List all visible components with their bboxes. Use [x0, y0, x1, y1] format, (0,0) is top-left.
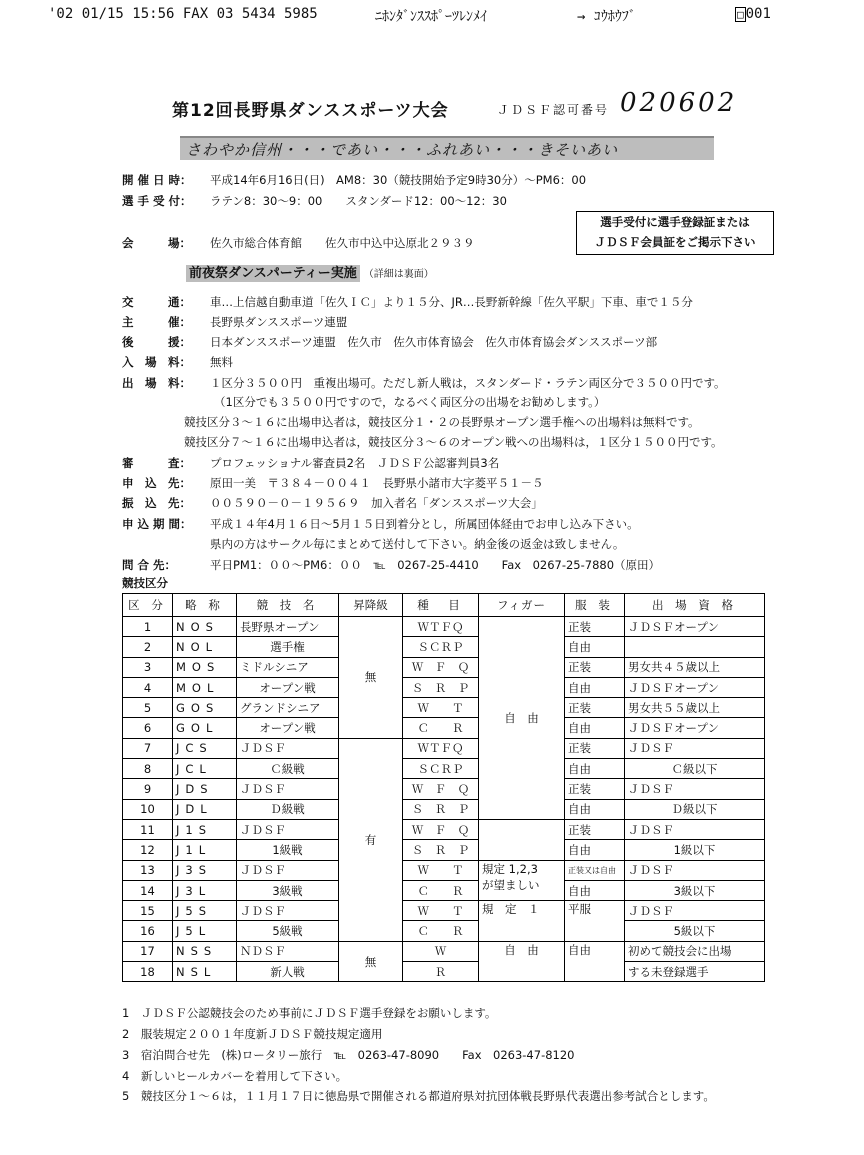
cell-dance: Ｓ Ｒ Ｐ [403, 840, 479, 860]
document-title: 第12回長野県ダンススポーツ大会 [172, 101, 449, 121]
info-label: 開 催 日 時： [122, 173, 192, 187]
cell-number: 16 [123, 921, 173, 941]
header-cell: 競 技 名 [237, 594, 339, 617]
fax-sender: ﾆﾎﾝﾀﾞﾝｽｽﾎﾟｰﾂﾚﾝﾒｲ [375, 9, 487, 25]
cell-dress: 自由 [565, 880, 625, 900]
info-label: 問 合 先： [122, 558, 177, 572]
table-row [123, 941, 765, 961]
cell-dress: 正装 [565, 779, 625, 799]
authorization-number: 020602 [620, 88, 738, 118]
cell-dress: 自由 [565, 759, 625, 779]
cell-event: Ｃ級戦 [237, 759, 339, 779]
info-label: 会 場： [122, 236, 191, 250]
table-row [123, 921, 765, 941]
cell-number: 6 [123, 718, 173, 738]
info-value: 平成１４年4月１６日～5月１５日到着分とし，所属団体経由でお申し込み下さい。 [210, 517, 639, 531]
cell-dance: Ｓ Ｒ Ｐ [403, 799, 479, 819]
cell-number: 2 [123, 637, 173, 657]
cell-dance: ＳＣＲＰ [403, 637, 479, 657]
cell-qualification: Ｄ級以下 [625, 799, 765, 819]
table-row [123, 779, 765, 799]
fee-note: 競技区分７～１６に出場申込者は，競技区分３～６のオープン戦への出場料は，１区分１５００円です。 [184, 435, 723, 449]
cell-dress: 正装又は自由 [565, 860, 625, 880]
header-cell: フィガー [479, 594, 565, 617]
table-row [123, 860, 765, 880]
cell-figure: 規 定 １ [479, 901, 565, 942]
info-value: 無料 [210, 355, 233, 369]
cell-event: ミドルシニア [237, 657, 339, 677]
info-judges [122, 455, 499, 471]
info-value: プロフェッショナル審査員2名 ＪＤＳＦ公認審判員3名 [210, 456, 500, 470]
cell-qualification: ＪＤＳＦ [625, 738, 765, 758]
header-cell: 略 称 [173, 594, 237, 617]
info-venue [122, 235, 475, 251]
info-sponsor [122, 334, 657, 350]
cell-event: ＪＤＳＦ [237, 738, 339, 758]
info-label: 申 込 期 間： [122, 517, 192, 531]
cell-dance: Ｗ Ｔ [403, 901, 479, 921]
note-item: 4 新しいヒールカバーを着用して下さい。 [122, 1069, 348, 1083]
cell-qualification: 3級以下 [625, 880, 765, 900]
cell-abbr: NOL [173, 637, 237, 657]
table-row [123, 718, 765, 738]
cell-abbr: GOL [173, 718, 237, 738]
fee-note: 競技区分３～１６に出場申込者は，競技区分１・２の長野県オープン選手権への出場料は無料です。 [184, 415, 700, 429]
cell-qualification: 1級以下 [625, 840, 765, 860]
cell-event: 選手権 [237, 637, 339, 657]
cell-abbr: NSS [173, 941, 237, 961]
cell-number: 9 [123, 779, 173, 799]
table-row [123, 657, 765, 677]
figure-rule-line: が望ましい [482, 877, 540, 892]
table-row [123, 799, 765, 819]
cell-dance: Ｗ [403, 941, 479, 961]
cell-qualification [625, 637, 765, 657]
cell-qualification: ＪＤＳＦオープン [625, 617, 765, 637]
cell-dance: Ｒ [403, 962, 479, 982]
cell-qualification: 男女共５５歳以上 [625, 698, 765, 718]
info-value: ００５９０－０－１９５６９ 加入者名「ダンススポーツ大会」 [210, 496, 543, 510]
cell-qualification: する未登録選手 [625, 962, 765, 982]
cell-number: 4 [123, 677, 173, 697]
cell-number: 11 [123, 819, 173, 839]
cell-abbr: JDS [173, 779, 237, 799]
info-label: 申 込 先： [122, 476, 191, 490]
registration-notice-box [576, 211, 774, 255]
info-label: 交 通： [122, 295, 191, 309]
cell-dance: Ｗ Ｔ [403, 698, 479, 718]
cell-dress: 自由 [565, 677, 625, 697]
info-label: 入 場 料： [122, 355, 191, 369]
cell-abbr: MOS [173, 657, 237, 677]
cell-dance: Ｃ Ｒ [403, 718, 479, 738]
cell-qualification: ＪＤＳＦオープン [625, 677, 765, 697]
cell-qualification: ＪＤＳＦ [625, 901, 765, 921]
info-label: 後 援： [122, 335, 191, 349]
cell-event: 3級戦 [237, 880, 339, 900]
table-row [123, 962, 765, 982]
cell-event: オープン戦 [237, 677, 339, 697]
notice-line: 選手受付に選手登録証または [600, 215, 750, 229]
info-label: 選 手 受 付： [122, 194, 192, 208]
cell-dance: Ｓ Ｒ Ｐ [403, 677, 479, 697]
slogan-banner: さわやか信州・・・であい・・・ふれあい・・・きそいあい [180, 136, 714, 160]
cell-event: ＪＤＳＦ [237, 860, 339, 880]
info-admission [122, 354, 233, 370]
cell-qualification: Ｃ級以下 [625, 759, 765, 779]
note-item: 5 競技区分１～６は，１１月１７日に徳島県で開催される都道府県対抗団体戦長野県代表選出参考試合とします。 [122, 1089, 715, 1103]
notice-line: ＪＤＳＦ会員証をご掲示下さい [594, 235, 756, 249]
party-label: 前夜祭ダンスパーティー実施 [186, 265, 360, 282]
cell-number: 15 [123, 901, 173, 921]
party-note: （詳細は裏面） [363, 269, 434, 280]
page-box-icon: □ [737, 8, 744, 21]
table-row [123, 738, 765, 758]
info-entry-fee [122, 375, 726, 391]
cell-figure: 自 由 [479, 617, 565, 820]
cell-dance: Ｗ Ｆ Ｑ [403, 779, 479, 799]
table-row [123, 901, 765, 921]
note-item: 2 服装規定２００１年度新ＪＤＳＦ競技規定適用 [122, 1027, 383, 1041]
cell-dress: 自由 [565, 718, 625, 738]
cell-number: 17 [123, 941, 173, 961]
cell-abbr: MOL [173, 677, 237, 697]
cell-abbr: NOS [173, 617, 237, 637]
fax-recipient: → ｺｳﾎｳﾌﾞ [577, 9, 636, 25]
cell-dress: 自由 [565, 637, 625, 657]
cell-number: 13 [123, 860, 173, 880]
cell-number: 10 [123, 799, 173, 819]
cell-event: ＪＤＳＦ [237, 779, 339, 799]
table-row [123, 698, 765, 718]
info-value: 原田一美 〒３８４－００４１ 長野県小諸市大字菱平５１－５ [210, 476, 544, 490]
fax-timestamp: '02 01/15 15:56 FAX 03 5434 5985 [48, 6, 318, 22]
cell-dress: 正装 [565, 657, 625, 677]
cell-qualification: 5級以下 [625, 921, 765, 941]
cell-abbr: J5L [173, 921, 237, 941]
cell-dance: ＷＴＦＱ [403, 617, 479, 637]
cell-event: 新人戦 [237, 962, 339, 982]
cell-abbr: JCL [173, 759, 237, 779]
cell-number: 3 [123, 657, 173, 677]
cell-abbr: J3L [173, 880, 237, 900]
cell-dress: 自由 [565, 941, 625, 982]
cell-dress: 平服 [565, 901, 625, 942]
cell-promotion: 無 [339, 617, 403, 739]
table-row [123, 819, 765, 839]
competition-table [122, 593, 765, 982]
authorization-label: ＪＤＳＦ認可番号 [497, 103, 610, 117]
cell-qualification: ＪＤＳＦオープン [625, 718, 765, 738]
info-value: 車…上信越自動車道「佐久ＩＣ」より１５分、JR…長野新幹線「佐久平駅」下車、車で１５分 [210, 295, 693, 309]
cell-dance: Ｗ Ｔ [403, 860, 479, 880]
cell-qualification: ＪＤＳＦ [625, 779, 765, 799]
cell-event: ＮＤＳＦ [237, 941, 339, 961]
info-reception [122, 193, 507, 209]
cell-event: Ｄ級戦 [237, 799, 339, 819]
cell-number: 14 [123, 880, 173, 900]
note-item: 1 ＪＤＳＦ公認競技会のため事前にＪＤＳＦ選手登録をお願いします。 [122, 1006, 497, 1020]
cell-abbr: NSL [173, 962, 237, 982]
cell-dance: ＷＴＦＱ [403, 738, 479, 758]
info-value: 平日PM1：００～PM6：００ ℡ 0267-25-4410 Fax 0267-25-7880（原田） [210, 558, 661, 572]
cell-dance: Ｗ Ｆ Ｑ [403, 819, 479, 839]
cell-figure: 自 由 [479, 941, 565, 982]
cell-abbr: J3S [173, 860, 237, 880]
header-cell: 出 場 資 格 [625, 594, 765, 617]
fee-note: （1区分でも３５００円ですので，なるべく両区分の出場をお勧めします。） [214, 395, 606, 409]
table-row [123, 840, 765, 860]
info-contact [122, 557, 660, 573]
fax-page [735, 6, 771, 22]
info-value: １区分３５００円 重複出場可。ただし新人戦は，スタンダード・ラテン両区分で３５００円です。 [210, 376, 726, 390]
cell-abbr: J5S [173, 901, 237, 921]
cell-qualification: ＪＤＳＦ [625, 860, 765, 880]
header-cell: 区 分 [123, 594, 173, 617]
info-value: 佐久市総合体育館 佐久市中込中込原北２９３９ [210, 236, 475, 250]
cell-dance: Ｃ Ｒ [403, 921, 479, 941]
cell-dress: 正装 [565, 819, 625, 839]
info-value: 長野県ダンススポーツ連盟 [210, 315, 348, 329]
table-header-row [123, 594, 765, 617]
cell-number: 18 [123, 962, 173, 982]
info-value: ラテン8：30～9：00 スタンダード12：00～12：30 [210, 194, 507, 208]
cell-number: 8 [123, 759, 173, 779]
table-row [123, 880, 765, 900]
table-row [123, 637, 765, 657]
cell-event: ＪＤＳＦ [237, 819, 339, 839]
cell-dress: 正装 [565, 617, 625, 637]
cell-figure [479, 860, 565, 901]
cell-promotion: 有 [339, 738, 403, 941]
info-period [122, 516, 639, 532]
cell-promotion: 無 [339, 941, 403, 982]
cell-number: 7 [123, 738, 173, 758]
info-transfer [122, 495, 543, 511]
cell-abbr: J1L [173, 840, 237, 860]
cell-dress: 正装 [565, 738, 625, 758]
cell-number: 5 [123, 698, 173, 718]
fax-page-number: 001 [745, 6, 771, 22]
cell-dance: ＳＣＲＰ [403, 759, 479, 779]
period-note: 県内の方はサークル毎にまとめて送付して下さい。納金後の返金は致しません。 [210, 537, 625, 551]
info-apply-to [122, 475, 544, 491]
table-row [123, 617, 765, 637]
cell-dance: Ｃ Ｒ [403, 880, 479, 900]
info-date [122, 172, 586, 188]
header-cell: 昇降級 [339, 594, 403, 617]
cell-qualification: 初めて競技会に出場 [625, 941, 765, 961]
cell-event: ＪＤＳＦ [237, 901, 339, 921]
cell-event: オープン戦 [237, 718, 339, 738]
cell-qualification: ＪＤＳＦ [625, 819, 765, 839]
cell-dress: 正装 [565, 698, 625, 718]
info-access [122, 294, 693, 310]
cell-event: グランドシニア [237, 698, 339, 718]
cell-abbr: JDL [173, 799, 237, 819]
cell-abbr: J1S [173, 819, 237, 839]
info-label: 出 場 料： [122, 376, 191, 390]
figure-rule-line: 規定 1,2,3 [482, 861, 538, 876]
cell-event: 1級戦 [237, 840, 339, 860]
header-cell: 服 装 [565, 594, 625, 617]
section-title: 競技区分 [122, 576, 168, 590]
info-label: 振 込 先： [122, 496, 191, 510]
cell-qualification: 男女共４５歳以上 [625, 657, 765, 677]
cell-event: 長野県オープン [237, 617, 339, 637]
info-label: 主 催： [122, 315, 191, 329]
header-cell: 種 目 [403, 594, 479, 617]
table-row [123, 759, 765, 779]
table-row [123, 677, 765, 697]
note-item: 3 宿泊問合せ先 (株)ロータリー旅行 ℡ 0263-47-8090 Fax 0263-47-8120 [122, 1048, 575, 1062]
cell-dress: 自由 [565, 799, 625, 819]
party-announcement [186, 262, 434, 281]
cell-dress: 自由 [565, 840, 625, 860]
info-value: 平成14年6月16日(日) AM8：30（競技開始予定9時30分）～PM6：00 [210, 173, 587, 187]
cell-number: 1 [123, 617, 173, 637]
cell-number: 12 [123, 840, 173, 860]
cell-abbr: GOS [173, 698, 237, 718]
cell-figure [479, 819, 565, 860]
info-organizer [122, 314, 347, 330]
cell-abbr: JCS [173, 738, 237, 758]
info-value: 日本ダンススポーツ連盟 佐久市 佐久市体育協会 佐久市体育協会ダンススポーツ部 [210, 335, 658, 349]
info-label: 審 査： [122, 456, 191, 470]
cell-dance: Ｗ Ｆ Ｑ [403, 657, 479, 677]
cell-event: 5級戦 [237, 921, 339, 941]
